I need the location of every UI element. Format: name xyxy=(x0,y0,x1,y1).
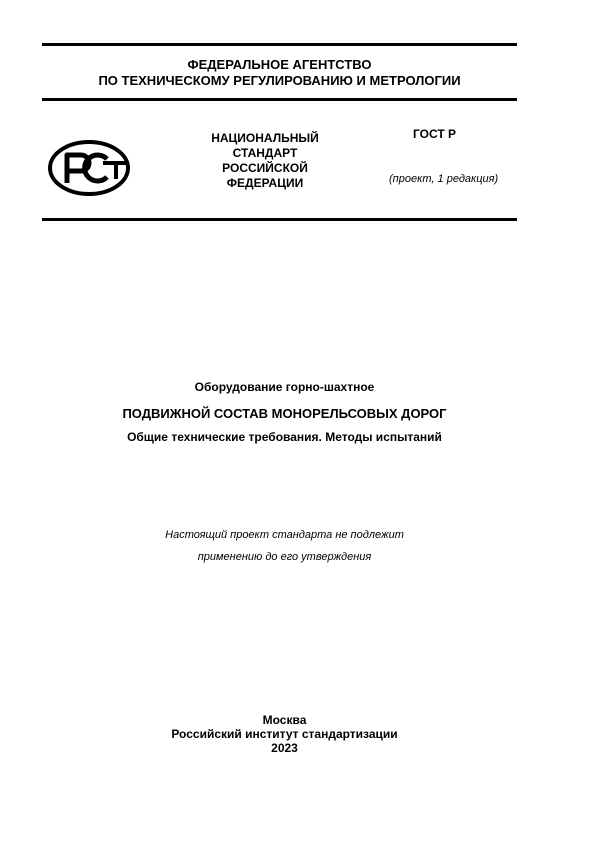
national-line-3: РОССИЙСКОЙ xyxy=(222,161,308,175)
document-title xyxy=(42,380,527,445)
draft-note: (проект, 1 редакция) xyxy=(389,173,499,185)
agency-line-1: ФЕДЕРАЛЬНОЕ АГЕНТСТВО xyxy=(187,57,372,72)
title-line-3: Общие технические требования. Методы испытаний xyxy=(127,430,442,444)
header-rule xyxy=(42,98,517,101)
notice-line-1: Настоящий проект стандарта не подлежит xyxy=(165,529,404,541)
imprint xyxy=(42,713,527,755)
draft-notice xyxy=(42,529,527,573)
national-line-4: ФЕДЕРАЦИИ xyxy=(226,176,304,190)
title-line-1: Оборудование горно-шахтное xyxy=(194,380,375,394)
agency-line-2: ПО ТЕХНИЧЕСКОМУ РЕГУЛИРОВАНИЮ И МЕТРОЛОГИИ xyxy=(98,73,461,88)
title-line-2: ПОДВИЖНОЙ СОСТАВ МОНОРЕЛЬСОВЫХ ДОРОГ xyxy=(122,406,447,421)
imprint-year: 2023 xyxy=(271,741,298,755)
imprint-publisher: Российский институт стандартизации xyxy=(171,727,398,741)
agency-header xyxy=(42,57,517,89)
standard-designation: ГОСТ Р xyxy=(413,127,457,141)
imprint-city: Москва xyxy=(262,713,307,727)
top-rule xyxy=(42,43,517,46)
national-standard-block xyxy=(190,131,340,191)
rst-logo-icon xyxy=(47,139,133,197)
standard-rule xyxy=(42,218,517,221)
national-line-1: НАЦИОНАЛЬНЫЙ xyxy=(211,131,319,145)
national-line-2: СТАНДАРТ xyxy=(232,146,298,160)
notice-line-2: применению до его утверждения xyxy=(197,551,372,563)
